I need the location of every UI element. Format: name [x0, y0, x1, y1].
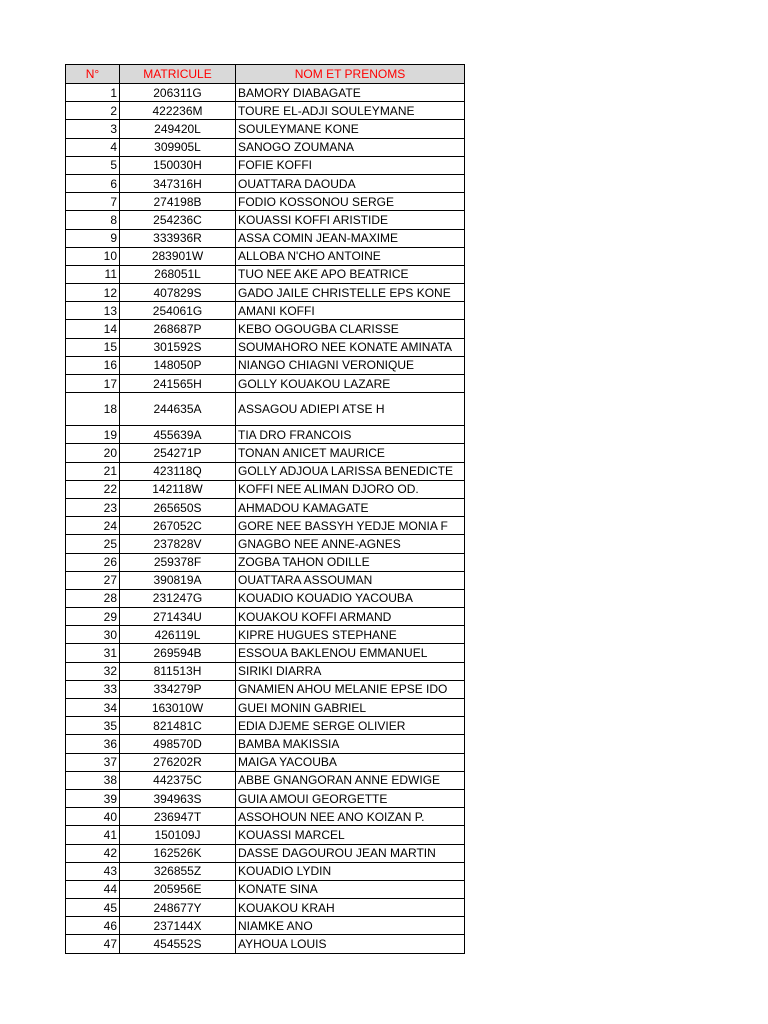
cell-num: 45 — [66, 899, 120, 917]
cell-num: 20 — [66, 444, 120, 462]
cell-num: 1 — [66, 84, 120, 102]
cell-nom: TOURE EL-ADJI SOULEYMANE — [236, 102, 465, 120]
cell-matricule: 150109J — [120, 826, 236, 844]
cell-nom: MAIGA YACOUBA — [236, 753, 465, 771]
cell-num: 15 — [66, 338, 120, 356]
cell-nom: AHMADOU KAMAGATE — [236, 498, 465, 516]
cell-num: 41 — [66, 826, 120, 844]
table-row — [66, 735, 465, 753]
cell-nom: GOLLY ADJOUA LARISSA BENEDICTE — [236, 462, 465, 480]
table-row — [66, 265, 465, 283]
table-row — [66, 120, 465, 138]
table-row — [66, 789, 465, 807]
table-row — [66, 644, 465, 662]
cell-num: 16 — [66, 356, 120, 374]
table-row — [66, 826, 465, 844]
cell-matricule: 265650S — [120, 498, 236, 516]
cell-matricule: 254061G — [120, 302, 236, 320]
cell-num: 47 — [66, 935, 120, 953]
cell-nom: GOLLY KOUAKOU LAZARE — [236, 375, 465, 393]
cell-num: 18 — [66, 393, 120, 426]
cell-nom: KOUADIO KOUADIO YACOUBA — [236, 589, 465, 607]
cell-num: 30 — [66, 626, 120, 644]
table-row — [66, 880, 465, 898]
cell-nom: AYHOUA LOUIS — [236, 935, 465, 953]
cell-nom: ZOGBA TAHON ODILLE — [236, 553, 465, 571]
table-row — [66, 193, 465, 211]
table-row — [66, 717, 465, 735]
cell-nom: ASSA COMIN JEAN-MAXIME — [236, 229, 465, 247]
cell-num: 9 — [66, 229, 120, 247]
cell-num: 42 — [66, 844, 120, 862]
cell-matricule: 254271P — [120, 444, 236, 462]
cell-num: 40 — [66, 808, 120, 826]
cell-nom: OUATTARA DAOUDA — [236, 174, 465, 192]
table-row — [66, 375, 465, 393]
cell-nom: KOUASSI KOFFI ARISTIDE — [236, 211, 465, 229]
cell-nom: ESSOUA BAKLENOU EMMANUEL — [236, 644, 465, 662]
cell-matricule: 206311G — [120, 84, 236, 102]
table-row — [66, 662, 465, 680]
table-row — [66, 462, 465, 480]
cell-matricule: 249420L — [120, 120, 236, 138]
table-row — [66, 302, 465, 320]
table-row — [66, 680, 465, 698]
cell-matricule: 283901W — [120, 247, 236, 265]
cell-nom: EDIA DJEME SERGE OLIVIER — [236, 717, 465, 735]
cell-matricule: 236947T — [120, 808, 236, 826]
roster-table — [65, 64, 465, 954]
cell-num: 8 — [66, 211, 120, 229]
cell-nom: DASSE DAGOUROU JEAN MARTIN — [236, 844, 465, 862]
cell-matricule: 268051L — [120, 265, 236, 283]
cell-matricule: 821481C — [120, 717, 236, 735]
table-row — [66, 284, 465, 302]
cell-matricule: 150030H — [120, 156, 236, 174]
table-row — [66, 247, 465, 265]
cell-nom: FODIO KOSSONOU SERGE — [236, 193, 465, 211]
cell-matricule: 267052C — [120, 517, 236, 535]
cell-nom: TIA DRO FRANCOIS — [236, 426, 465, 444]
cell-matricule: 334279P — [120, 680, 236, 698]
cell-num: 29 — [66, 608, 120, 626]
table-row — [66, 699, 465, 717]
cell-num: 36 — [66, 735, 120, 753]
cell-num: 13 — [66, 302, 120, 320]
cell-matricule: 455639A — [120, 426, 236, 444]
table-row — [66, 211, 465, 229]
cell-nom: SOULEYMANE KONE — [236, 120, 465, 138]
table-body — [66, 84, 465, 954]
cell-num: 26 — [66, 553, 120, 571]
cell-nom: KOUAKOU KRAH — [236, 899, 465, 917]
cell-matricule: 237828V — [120, 535, 236, 553]
cell-nom: GADO JAILE CHRISTELLE EPS KONE — [236, 284, 465, 302]
cell-matricule: 347316H — [120, 174, 236, 192]
cell-num: 11 — [66, 265, 120, 283]
cell-num: 38 — [66, 771, 120, 789]
cell-matricule: 231247G — [120, 589, 236, 607]
cell-matricule: 333936R — [120, 229, 236, 247]
cell-nom: KONATE SINA — [236, 880, 465, 898]
cell-matricule: 407829S — [120, 284, 236, 302]
cell-num: 24 — [66, 517, 120, 535]
cell-matricule: 811513H — [120, 662, 236, 680]
cell-nom: TUO NEE AKE APO BEATRICE — [236, 265, 465, 283]
cell-matricule: 244635A — [120, 393, 236, 426]
table-row — [66, 553, 465, 571]
cell-nom: ASSAGOU ADIEPI ATSE H — [236, 393, 465, 426]
cell-nom: OUATTARA ASSOUMAN — [236, 571, 465, 589]
cell-num: 7 — [66, 193, 120, 211]
cell-num: 2 — [66, 102, 120, 120]
cell-nom: KEBO OGOUGBA CLARISSE — [236, 320, 465, 338]
cell-matricule: 442375C — [120, 771, 236, 789]
cell-matricule: 259378F — [120, 553, 236, 571]
table-row — [66, 608, 465, 626]
table-row — [66, 444, 465, 462]
table-row — [66, 480, 465, 498]
cell-matricule: 268687P — [120, 320, 236, 338]
cell-num: 14 — [66, 320, 120, 338]
table-row — [66, 320, 465, 338]
table-row — [66, 393, 465, 426]
table-row — [66, 156, 465, 174]
cell-matricule: 276202R — [120, 753, 236, 771]
table-row — [66, 771, 465, 789]
table-row — [66, 753, 465, 771]
cell-num: 22 — [66, 480, 120, 498]
cell-num: 46 — [66, 917, 120, 935]
cell-nom: FOFIE KOFFI — [236, 156, 465, 174]
cell-num: 27 — [66, 571, 120, 589]
cell-matricule: 498570D — [120, 735, 236, 753]
cell-matricule: 248677Y — [120, 899, 236, 917]
cell-nom: AMANI KOFFI — [236, 302, 465, 320]
cell-num: 37 — [66, 753, 120, 771]
cell-matricule: 163010W — [120, 699, 236, 717]
header-nom: NOM ET PRENOMS — [236, 65, 465, 84]
cell-num: 12 — [66, 284, 120, 302]
table-row — [66, 917, 465, 935]
header-num: N° — [66, 65, 120, 84]
cell-nom: GNAGBO NEE ANNE-AGNES — [236, 535, 465, 553]
table-row — [66, 935, 465, 953]
cell-matricule: 271434U — [120, 608, 236, 626]
table-row — [66, 138, 465, 156]
table-row — [66, 571, 465, 589]
cell-matricule: 142118W — [120, 480, 236, 498]
cell-nom: BAMBA MAKISSIA — [236, 735, 465, 753]
cell-num: 43 — [66, 862, 120, 880]
cell-num: 39 — [66, 789, 120, 807]
cell-num: 32 — [66, 662, 120, 680]
cell-matricule: 454552S — [120, 935, 236, 953]
cell-num: 23 — [66, 498, 120, 516]
table-row — [66, 102, 465, 120]
cell-nom: KOUADIO LYDIN — [236, 862, 465, 880]
table-row — [66, 229, 465, 247]
table-row — [66, 338, 465, 356]
cell-nom: NIAMKE ANO — [236, 917, 465, 935]
cell-num: 21 — [66, 462, 120, 480]
cell-matricule: 301592S — [120, 338, 236, 356]
cell-nom: SANOGO ZOUMANA — [236, 138, 465, 156]
cell-nom: ALLOBA N'CHO ANTOINE — [236, 247, 465, 265]
cell-matricule: 426119L — [120, 626, 236, 644]
cell-matricule: 254236C — [120, 211, 236, 229]
cell-nom: GNAMIEN AHOU MELANIE EPSE IDO — [236, 680, 465, 698]
table-row — [66, 84, 465, 102]
cell-nom: ASSOHOUN NEE ANO KOIZAN P. — [236, 808, 465, 826]
table-row — [66, 862, 465, 880]
table-row — [66, 589, 465, 607]
cell-nom: SIRIKI DIARRA — [236, 662, 465, 680]
cell-nom: SOUMAHORO NEE KONATE AMINATA — [236, 338, 465, 356]
cell-num: 33 — [66, 680, 120, 698]
table-row — [66, 356, 465, 374]
cell-num: 31 — [66, 644, 120, 662]
cell-matricule: 148050P — [120, 356, 236, 374]
cell-num: 17 — [66, 375, 120, 393]
cell-nom: KOUAKOU KOFFI ARMAND — [236, 608, 465, 626]
cell-nom: TONAN ANICET MAURICE — [236, 444, 465, 462]
cell-nom: GUIA AMOUI GEORGETTE — [236, 789, 465, 807]
cell-nom: ABBE GNANGORAN ANNE EDWIGE — [236, 771, 465, 789]
cell-nom: GUEI MONIN GABRIEL — [236, 699, 465, 717]
cell-matricule: 390819A — [120, 571, 236, 589]
table-row — [66, 844, 465, 862]
table-row — [66, 426, 465, 444]
cell-num: 10 — [66, 247, 120, 265]
cell-matricule: 162526K — [120, 844, 236, 862]
table-row — [66, 517, 465, 535]
spreadsheet — [65, 64, 465, 954]
cell-matricule: 423118Q — [120, 462, 236, 480]
cell-nom: NIANGO CHIAGNI VERONIQUE — [236, 356, 465, 374]
cell-matricule: 241565H — [120, 375, 236, 393]
cell-matricule: 422236M — [120, 102, 236, 120]
header-row — [66, 65, 465, 84]
cell-matricule: 309905L — [120, 138, 236, 156]
header-matricule: MATRICULE — [120, 65, 236, 84]
table-row — [66, 808, 465, 826]
cell-matricule: 326855Z — [120, 862, 236, 880]
cell-num: 44 — [66, 880, 120, 898]
cell-matricule: 274198B — [120, 193, 236, 211]
table-row — [66, 498, 465, 516]
cell-num: 5 — [66, 156, 120, 174]
cell-num: 34 — [66, 699, 120, 717]
cell-num: 3 — [66, 120, 120, 138]
cell-matricule: 237144X — [120, 917, 236, 935]
cell-num: 35 — [66, 717, 120, 735]
cell-matricule: 269594B — [120, 644, 236, 662]
cell-num: 4 — [66, 138, 120, 156]
table-row — [66, 899, 465, 917]
cell-nom: GORE NEE BASSYH YEDJE MONIA F — [236, 517, 465, 535]
table-row — [66, 626, 465, 644]
cell-matricule: 394963S — [120, 789, 236, 807]
table-row — [66, 174, 465, 192]
cell-nom: KIPRE HUGUES STEPHANE — [236, 626, 465, 644]
cell-num: 6 — [66, 174, 120, 192]
cell-num: 25 — [66, 535, 120, 553]
cell-nom: KOUASSI MARCEL — [236, 826, 465, 844]
cell-num: 28 — [66, 589, 120, 607]
table-row — [66, 535, 465, 553]
cell-nom: BAMORY DIABAGATE — [236, 84, 465, 102]
cell-nom: KOFFI NEE ALIMAN DJORO OD. — [236, 480, 465, 498]
cell-matricule: 205956E — [120, 880, 236, 898]
cell-num: 19 — [66, 426, 120, 444]
